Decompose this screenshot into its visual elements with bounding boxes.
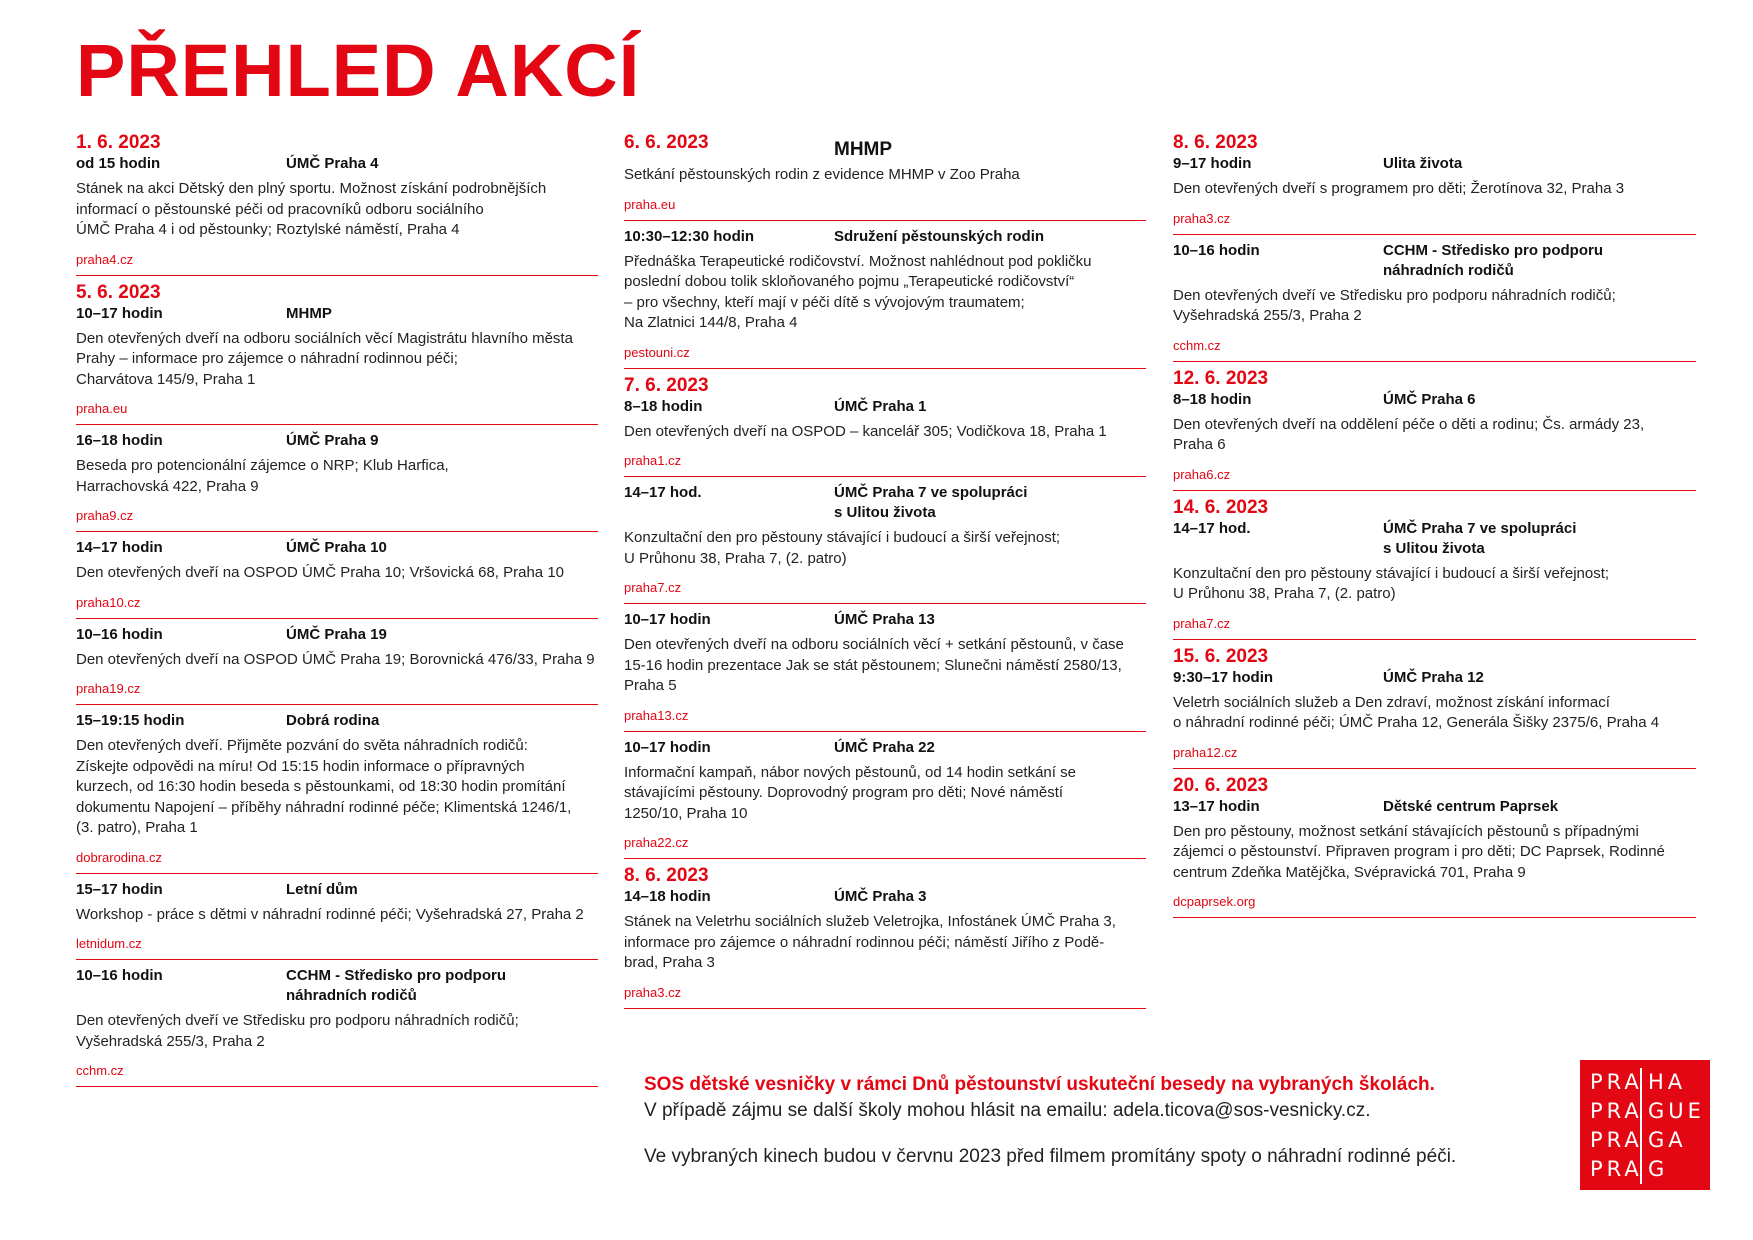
day-heading: 12. 6. 2023 (1173, 367, 1269, 389)
event-item (1173, 797, 1696, 919)
event-header (1173, 797, 1696, 817)
day-heading: 20. 6. 2023 (1173, 774, 1269, 796)
event-item (624, 227, 1146, 369)
bottom-notice (644, 1072, 1544, 1170)
event-description: Den otevřených dveří na OSPOD ÚMČ Praha 10; Vršovická 68, Praha 10 (76, 564, 565, 581)
event-header (76, 966, 598, 1006)
logo-text: PRA (1580, 1097, 1642, 1126)
event-time: 9:30–17 hodin (1173, 668, 1274, 686)
event-header (624, 887, 1146, 907)
event-item (76, 966, 598, 1087)
event-time: 10–16 hodin (76, 625, 163, 643)
event-link[interactable]: praha22.cz (624, 835, 689, 850)
event-link[interactable]: dobrarodina.cz (76, 849, 162, 865)
event-link[interactable]: praha10.cz (76, 594, 141, 610)
event-link[interactable]: praha12.cz (1173, 744, 1238, 760)
event-organizer: Sdružení pěstounských rodin (834, 227, 1045, 245)
event-time: 10:30–12:30 hodin (624, 227, 755, 245)
event-item (624, 738, 1146, 860)
events-column-2 (624, 129, 1146, 1015)
event-time: 8–18 hodin (624, 397, 703, 415)
event-organizer: ÚMČ Praha 3 (834, 888, 927, 905)
page-title: PŘEHLED AKCÍ (76, 29, 641, 112)
event-organizer: ÚMČ Praha 13 (834, 611, 935, 628)
logo-text: PRA (1580, 1068, 1642, 1097)
event-time: 10–17 hodin (624, 738, 711, 756)
event-description: Den otevřených dveří. Přijměte pozvání do světa náhradních rodičů: Získejte odpovědi na míru! Od 15:15 hodin informace o přípravných kurzech, od 16:30 hodin beseda s pěstounkami, od 18:30 hodin promítání dokumentu Napojení – příběhy náhradní rodinné péče; Klimentská 1246/1, (3. patro), Praha 1 (76, 737, 572, 836)
event-organizer: ÚMČ Praha 10 (286, 539, 387, 556)
logo-text: G (1648, 1157, 1669, 1181)
logo-text: HA (1648, 1070, 1687, 1094)
event-link[interactable]: praha3.cz (624, 984, 682, 1000)
schools-contact: V případě zájmu se další školy mohou hlásit na emailu: adela.ticova@sos-vesnicky.cz. (644, 1100, 1371, 1121)
day-heading: 8. 6. 2023 (1173, 132, 1258, 153)
event-item (624, 887, 1146, 1009)
event-organizer: ÚMČ Praha 7 ve spolupráci s Ulitou života (1383, 519, 1577, 557)
event-item (76, 154, 598, 276)
events-column-1 (76, 129, 598, 1093)
event-item (624, 483, 1146, 604)
event-description: Informační kampaň, nábor nových pěstounů, od 14 hodin setkání se stávajícími pěstouny. Doprovodný program pro děti; Nové náměstí 1250/10, Praha 10 (624, 763, 1076, 822)
event-description: Workshop - práce s dětmi v náhradní rodinné péči; Vyšehradská 27, Praha 2 (76, 905, 584, 923)
event-organizer: Letní dům (286, 880, 358, 898)
event-description: Beseda pro potencionální zájemce o NRP; Klub Harfica, Harrachovská 422, Praha 9 (76, 457, 449, 495)
event-link[interactable]: dcpaprsek.org (1173, 894, 1256, 909)
event-description: Veletrh sociálních služeb a Den zdraví, možnost získání informací o náhradní rodinné péči; ÚMČ Praha 12, Generála Šišky 2375/6, Praha 4 (1173, 693, 1660, 731)
event-header (76, 304, 598, 324)
event-description: Den otevřených dveří na odboru sociálních věcí + setkání pěstounů, v čase 15-16 hodin prezentace Jak se stát pěstounem; Slunečni náměstí 2580/13, Praha 5 (624, 636, 1124, 694)
event-item (1173, 519, 1696, 640)
logo-text: PRA (1580, 1155, 1642, 1184)
event-link[interactable]: praha1.cz (624, 453, 682, 468)
day-heading: 1. 6. 2023 (76, 132, 161, 153)
event-item (76, 625, 598, 706)
event-header (624, 738, 1146, 758)
event-header (76, 880, 598, 900)
event-link[interactable]: praha3.cz (1173, 210, 1231, 226)
event-organizer: ÚMČ Praha 6 (1383, 390, 1476, 408)
event-item (76, 538, 598, 619)
event-item (624, 397, 1146, 478)
event-link[interactable]: praha13.cz (624, 707, 689, 723)
event-header (624, 227, 1146, 247)
day-heading: 8. 6. 2023 (624, 865, 709, 886)
event-item (1173, 154, 1696, 235)
event-description: Den otevřených dveří s programem pro děti; Žerotínova 32, Praha 3 (1173, 180, 1625, 197)
event-time: 10–16 hodin (1173, 241, 1260, 259)
event-time (624, 154, 834, 160)
event-time: 8–18 hodin (1173, 390, 1252, 408)
logo-text: GUE (1648, 1099, 1705, 1123)
event-link[interactable]: praha6.cz (1173, 466, 1231, 482)
event-description: Setkání pěstounských rodin z evidence MHMP v Zoo Praha (624, 166, 1020, 183)
event-header (1173, 390, 1696, 410)
event-header (624, 483, 1146, 523)
event-time: 15–17 hodin (76, 880, 163, 898)
logo-text: GA (1648, 1128, 1687, 1152)
event-header (624, 397, 1146, 417)
event-link[interactable]: praha.eu (76, 401, 128, 416)
event-time: 13–17 hodin (1173, 797, 1260, 815)
event-description: Den pro pěstouny, možnost setkání stávajících pěstounů s případnými zájemci o pěstounství. Připraven program i pro děti; DC Paprsek, Rodinné centrum Zdeňka Matějčka, Svépravická 701, Praha 9 (1173, 822, 1665, 881)
event-description: Den otevřených dveří na odboru sociálních věcí Magistrátu hlavního města Prahy – informace pro zájemce o náhradní rodinnou péči; Charvátova 145/9, Praha 1 (76, 329, 573, 388)
event-link[interactable]: praha19.cz (76, 681, 141, 696)
cinema-notice: Ve vybraných kinech budou v červnu 2023 před filmem promítány spoty o náhradní rodinné péči. (644, 1146, 1457, 1167)
event-organizer: MHMP (834, 139, 893, 160)
event-item (76, 304, 598, 426)
event-header (76, 625, 598, 645)
schools-announcement: SOS dětské vesničky v rámci Dnů pěstounství uskuteční besedy na vybraných školách. (644, 1074, 1435, 1095)
event-time: 9–17 hodin (1173, 155, 1252, 172)
event-description: Den otevřených dveří ve Středisku pro podporu náhradních rodičů; Vyšehradská 255/3, Praha 2 (1173, 286, 1616, 324)
event-organizer: ÚMČ Praha 9 (286, 432, 379, 449)
praha-logo (1580, 1060, 1710, 1190)
event-time: 14–18 hodin (624, 888, 711, 905)
event-link[interactable]: letnidum.cz (76, 936, 142, 951)
event-header (1173, 519, 1696, 559)
event-organizer: Dobrá rodina (286, 712, 380, 729)
day-heading: 5. 6. 2023 (76, 281, 161, 303)
event-item (1173, 390, 1696, 491)
event-link[interactable]: praha.eu (624, 196, 676, 212)
events-column-3 (1173, 129, 1696, 924)
event-time: 10–17 hodin (76, 304, 163, 322)
event-description: Stánek na Veletrhu sociálních služeb Veletrojka, Infostánek ÚMČ Praha 3, informace pro zájemce o náhradní rodinnou péči; náměstí Jiřího z Podě- brad, Praha 3 (624, 913, 1116, 971)
event-time: 14–17 hod. (624, 484, 702, 501)
event-organizer: ÚMČ Praha 12 (1383, 668, 1484, 686)
event-description: Konzultační den pro pěstouny stávající i budoucí a širší veřejnost; U Průhonu 38, Praha 7, (2. patro) (1173, 564, 1610, 602)
event-header (1173, 241, 1696, 281)
event-header (1173, 668, 1696, 688)
event-time: 10–17 hodin (624, 611, 711, 628)
event-link[interactable]: praha4.cz (76, 251, 134, 267)
event-header (76, 154, 598, 174)
event-header (1173, 154, 1696, 174)
event-link[interactable]: cchm.cz (76, 1063, 124, 1078)
event-organizer: ÚMČ Praha 7 ve spolupráci s Ulitou života (834, 484, 1028, 521)
event-organizer: Ulita života (1383, 155, 1463, 172)
event-time: od 15 hodin (76, 155, 161, 172)
event-link[interactable]: praha9.cz (76, 508, 134, 523)
day-heading: 15. 6. 2023 (1173, 645, 1269, 667)
event-header (76, 431, 598, 451)
event-time: 10–16 hodin (76, 967, 163, 984)
event-description: Stánek na akci Dětský den plný sportu. Možnost získání podrobnějších informací o pěstounské péči od pracovníků odboru sociálního ÚMČ Praha 4 i od pěstounky; Roztylské náměstí, Praha 4 (76, 180, 547, 238)
event-time: 15–19:15 hodin (76, 712, 185, 729)
event-item (76, 431, 598, 532)
logo-text: PRA (1580, 1126, 1642, 1155)
event-item (624, 610, 1146, 732)
day-heading: 7. 6. 2023 (624, 374, 709, 396)
event-item (76, 880, 598, 961)
event-time: 14–17 hod. (1173, 519, 1251, 537)
event-organizer: ÚMČ Praha 19 (286, 625, 387, 643)
event-organizer: ÚMČ Praha 1 (834, 397, 927, 415)
event-header (76, 711, 598, 731)
event-organizer: ÚMČ Praha 22 (834, 738, 935, 756)
event-link[interactable]: cchm.cz (1173, 337, 1221, 353)
event-description: Den otevřených dveří ve Středisku pro podporu náhradních rodičů; Vyšehradská 255/3, Praha 2 (76, 1012, 519, 1050)
event-organizer: MHMP (286, 304, 332, 322)
event-item (1173, 241, 1696, 362)
event-header (624, 610, 1146, 630)
event-item (1173, 668, 1696, 769)
event-link[interactable]: praha7.cz (1173, 615, 1231, 631)
event-header (76, 538, 598, 558)
event-organizer: CCHM - Středisko pro podporu náhradních rodičů (286, 967, 506, 1004)
event-description: Konzultační den pro pěstouny stávající i budoucí a širší veřejnost; U Průhonu 38, Praha 7, (2. patro) (624, 529, 1061, 567)
event-item (76, 711, 598, 874)
event-time: 16–18 hodin (76, 432, 163, 449)
event-description: Den otevřených dveří na OSPOD ÚMČ Praha 19; Borovnická 476/33, Praha 9 (76, 650, 595, 668)
event-link[interactable]: praha7.cz (624, 580, 682, 595)
day-heading: 14. 6. 2023 (1173, 496, 1269, 518)
event-description: Den otevřených dveří na oddělení péče o děti a rodinu; Čs. armády 23, Praha 6 (1173, 415, 1645, 453)
event-description: Přednáška Terapeutické rodičovství. Možnost nahlédnout pod pokličku poslední dobou tolik skloňovaného pojmu „Terapeutické rodičovství“ – pro všechny, kteří mají v péči dítě s vývojovým traumatem; Na Zlatnici 144/8, Praha 4 (624, 252, 1092, 331)
event-organizer: Dětské centrum Paprsek (1383, 797, 1559, 815)
event-time: 14–17 hodin (76, 539, 163, 556)
event-description: Den otevřených dveří na OSPOD – kancelář 305; Vodičkova 18, Praha 1 (624, 422, 1107, 440)
event-organizer: CCHM - Středisko pro podporu náhradních rodičů (1383, 241, 1603, 279)
day-heading: 6. 6. 2023 (624, 132, 709, 153)
event-link[interactable]: pestouni.cz (624, 344, 690, 360)
event-organizer: ÚMČ Praha 4 (286, 155, 379, 172)
